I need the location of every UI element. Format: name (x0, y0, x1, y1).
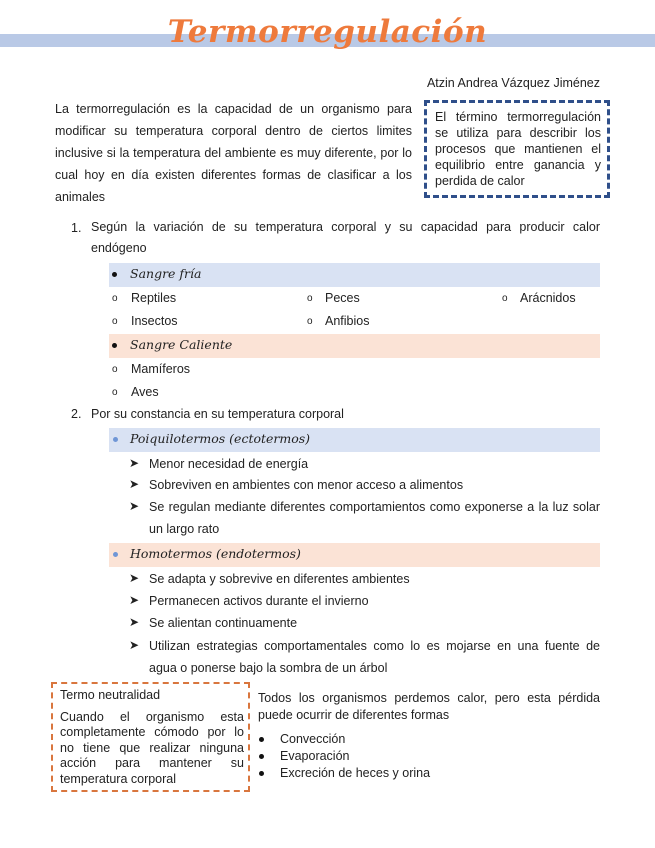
cold-item: Peces (325, 291, 360, 305)
arrow-bullet: ➤ (129, 456, 140, 470)
poiki-item: Sobreviven en ambientes con menor acceso a alimentos (149, 478, 464, 492)
warm-item: Mamíferos (131, 362, 191, 376)
definition-callout: El término termorregulación se utiliza para describir los procesos que mantienen el equilibrio entre ganancia y perdida de calor (424, 100, 610, 198)
poiki-item: Se regulan mediante diferentes comportamientos como exponerse a la luz solar un largo rato (149, 500, 600, 536)
section2-number: 2. (71, 407, 82, 421)
section1-number: 1. (71, 221, 82, 235)
ring-bullet: o (112, 316, 118, 327)
cold-item: Anfibios (325, 314, 370, 328)
poiki-item: Menor necesidad de energía (149, 457, 309, 471)
thermoneutrality-callout (51, 682, 250, 792)
arrow-bullet: ➤ (129, 571, 140, 585)
ring-bullet: o (502, 293, 508, 304)
arrow-bullet: ➤ (129, 477, 140, 491)
arrow-bullet: ➤ (129, 499, 140, 513)
heat-loss-item: Excreción de heces y orina (280, 766, 431, 780)
homeo-item: Permanecen activos durante el invierno (149, 594, 369, 608)
arrow-bullet: ➤ (129, 615, 140, 629)
cold-label: Sangre fría (130, 266, 202, 281)
cold-item: Insectos (131, 314, 178, 328)
callout-body: Cuando el organismo esta completamente cómodo por lo no tiene que realizar ninguna acción para mantener su temperatura corporal (60, 709, 244, 786)
intro-paragraph: La termorregulación es la capacidad de un organismo para modificar su temperatura corporal dentro de ciertos limites inclusive si la temperatura del ambiente es muy diferente, por lo cual hoy en día existen diferentes formas de clasificar a los animales (55, 102, 412, 204)
heat-loss-item: Convección (280, 732, 346, 746)
bullet-dot (113, 437, 118, 442)
bullet-dot (259, 771, 264, 776)
callout-title: Termo neutralidad (60, 688, 161, 702)
ring-bullet: o (112, 364, 118, 375)
arrow-bullet: ➤ (129, 593, 140, 607)
arrow-bullet: ➤ (129, 638, 140, 652)
ring-bullet: o (112, 293, 118, 304)
cold-item: Reptiles (131, 291, 177, 305)
bullet-dot (112, 343, 117, 348)
bullet-dot (113, 552, 118, 557)
homeo-item: Utilizan estrategias comportamentales como lo es mojarse en una fuente de agua o ponerse bajo la sombra de un árbol (149, 639, 600, 675)
section2-text: Por su constancia en su temperatura corporal (91, 407, 344, 421)
ring-bullet: o (307, 316, 313, 327)
bullet-dot (259, 737, 264, 742)
heat-loss-item: Evaporación (280, 749, 350, 763)
homeo-label: Homotermos (endotermos) (130, 546, 301, 561)
author-name: Atzin Andrea Vázquez Jiménez (426, 76, 600, 90)
bullet-dot (112, 272, 117, 277)
section1-text: Según la variación de su temperatura corporal y su capacidad para producir calor endógeno (91, 220, 600, 255)
homeo-item: Se adapta y sobrevive en diferentes ambientes (149, 572, 410, 586)
ring-bullet: o (112, 387, 118, 398)
bullet-dot (259, 754, 264, 759)
page-title: Termorregulación (167, 14, 488, 50)
warm-label: Sangre Caliente (130, 337, 233, 352)
warm-item: Aves (131, 385, 159, 399)
closing-paragraph: Todos los organismos perdemos calor, pero esta pérdida puede ocurrir de diferentes formas (258, 691, 600, 722)
cold-item: Arácnidos (520, 291, 576, 305)
poiki-label: Poiquilotermos (ectotermos) (130, 431, 311, 446)
homeo-item: Se alientan continuamente (149, 616, 298, 630)
ring-bullet: o (307, 293, 313, 304)
